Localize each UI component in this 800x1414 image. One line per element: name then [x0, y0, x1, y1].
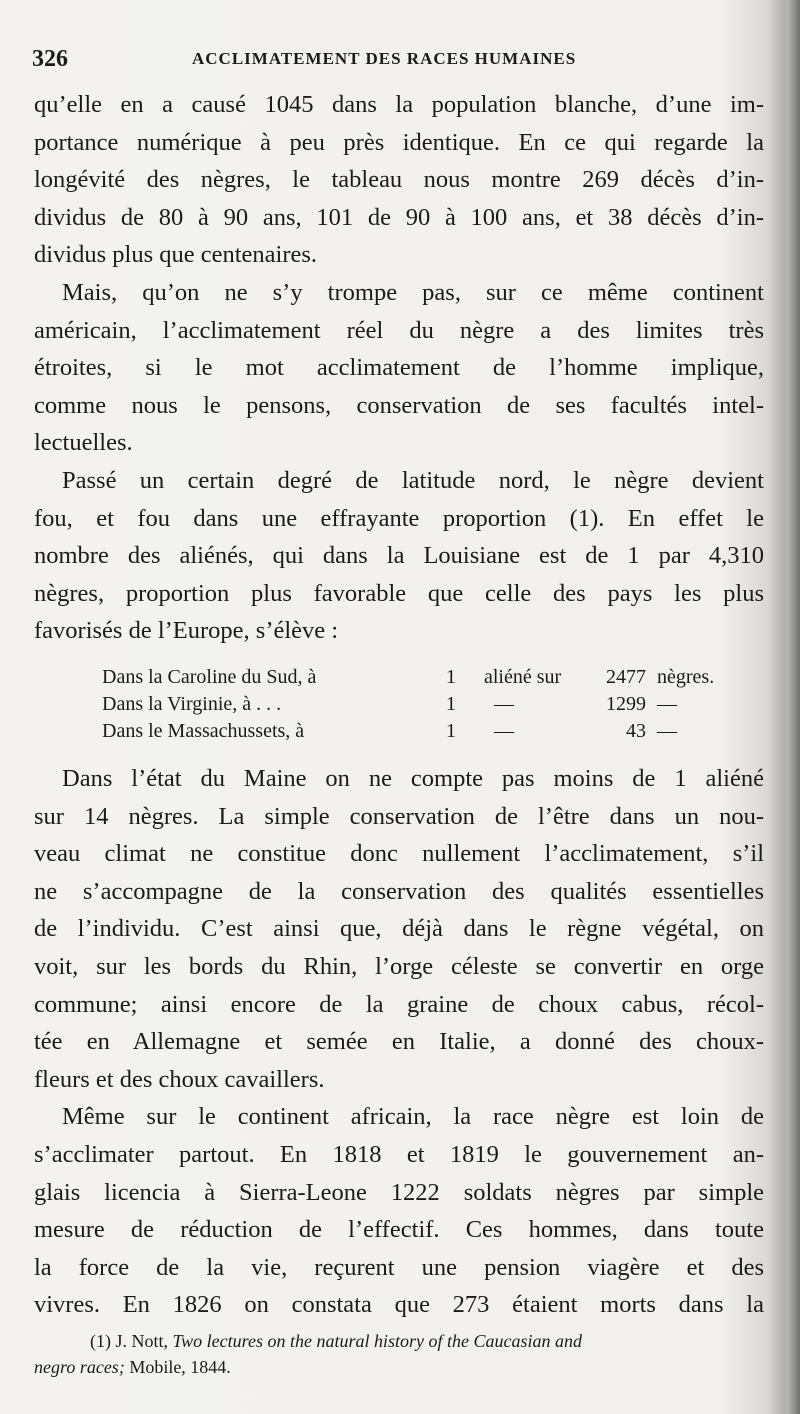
text-line: dividus plus que centenaires. — [34, 241, 318, 269]
table-cell-unit: — — [657, 720, 677, 742]
text-line: voit, sur les bords du Rhin, l’orge céleste se convertir en orge — [34, 952, 764, 980]
text-line: ne s’accompagne de la conservation des qualités essentielles — [34, 877, 764, 905]
text-line: comme nous le pensons, conservation de ses facultés intel- — [34, 391, 764, 419]
table-row — [102, 664, 722, 691]
text-line: sur 14 nègres. La simple conservation de l’être dans un nou- — [34, 802, 764, 830]
text-line: mesure de réduction de l’effectif. Ces hommes, dans toute — [34, 1216, 764, 1244]
table-cell-count: 2477 — [606, 666, 646, 688]
text-line: qu’elle en a causé 1045 dans la population blanche, d’une im- — [34, 91, 764, 118]
page-gutter-shadow — [786, 0, 800, 1414]
footnote-place-year: Mobile, 1844. — [129, 1357, 231, 1377]
table-cell-place: Dans le Massachussets, à — [102, 720, 305, 742]
table-cell-unit: nègres. — [657, 666, 715, 688]
table-cell-count: 1299 — [606, 693, 646, 715]
text-line: fleurs et des choux cavaillers. — [34, 1065, 325, 1093]
text-line: étroites, si le mot acclimatement de l’homme implique, — [34, 354, 764, 382]
footnote-line — [34, 1354, 764, 1380]
table-cell-one: 1 — [446, 666, 456, 688]
page-number: 326 — [32, 46, 68, 72]
table-cell-place: Dans la Caroline du Sud, à — [102, 666, 317, 688]
footnote-line — [34, 1328, 764, 1354]
text-line: commune; ainsi encore de la graine de choux cabus, récol- — [34, 990, 764, 1018]
table-cell-label: aliéné sur — [484, 666, 562, 688]
text-line: favorisés de l’Europe, s’élève : — [34, 617, 339, 645]
text-line: tée en Allemagne et semée en Italie, a donné des choux- — [34, 1028, 764, 1056]
table-cell-unit: — — [657, 693, 677, 715]
table-row — [102, 718, 722, 745]
footnote-title: Two lectures on the natural history of the Caucasian and — [172, 1331, 582, 1351]
table-cell-place: Dans la Virginie, à . . . — [102, 693, 282, 715]
text-line: s’acclimater partout. En 1818 et 1819 le gouvernement an- — [34, 1140, 764, 1168]
text-line: vivres. En 1826 on constata que 273 étaient morts dans la — [34, 1291, 764, 1319]
text-line: fou, et fou dans une effrayante proportion (1). En effet le — [34, 504, 764, 532]
page-header — [32, 46, 762, 76]
text-line: portance numérique à peu près identique. En ce qui regarde la — [34, 128, 764, 156]
table-cell-label: — — [494, 720, 514, 742]
text-line: lectuelles. — [34, 429, 133, 457]
table-cell-one: 1 — [446, 720, 456, 742]
running-title: ACCLIMATEMENT DES RACES HUMAINES — [192, 49, 577, 68]
text-line: veau climat ne constitue donc nullement l’acclimatement, s’il — [34, 840, 764, 868]
body-text-bottom — [34, 760, 764, 1324]
table-row — [102, 691, 722, 718]
text-line: la force de la vie, reçurent une pension viagère et des — [34, 1253, 764, 1281]
text-line: Même sur le continent africain, la race nègre est loin de — [62, 1103, 764, 1131]
text-line: Dans l’état du Maine on ne compte pas moins de 1 aliéné — [62, 765, 764, 792]
footnote-marker: (1) J. Nott, — [90, 1331, 168, 1351]
text-line: glais licencia à Sierra-Leone 1222 soldats nègres par simple — [34, 1178, 764, 1206]
text-line: américain, l’acclimatement réel du nègre a des limites très — [34, 316, 764, 344]
table-cell-label: — — [494, 693, 514, 715]
statistics-table — [102, 664, 722, 745]
footnote — [34, 1328, 764, 1380]
table-cell-one: 1 — [446, 693, 456, 715]
footnote-title-cont: negro races; — [34, 1357, 125, 1377]
body-text-top — [34, 86, 764, 650]
text-line: de l’individu. C’est ainsi que, déjà dans le règne végétal, on — [34, 915, 764, 943]
table-cell-count: 43 — [626, 720, 646, 742]
text-line: longévité des nègres, le tableau nous montre 269 décès d’in- — [34, 166, 764, 194]
text-line: Passé un certain degré de latitude nord, le nègre devient — [62, 466, 764, 494]
text-line: Mais, qu’on ne s’y trompe pas, sur ce même continent — [62, 278, 764, 306]
text-line: nègres, proportion plus favorable que celle des pays les plus — [34, 579, 764, 607]
text-line: nombre des aliénés, qui dans la Louisiane est de 1 par 4,310 — [34, 542, 764, 570]
text-line: dividus de 80 à 90 ans, 101 de 90 à 100 ans, et 38 décès d’in- — [34, 203, 764, 231]
